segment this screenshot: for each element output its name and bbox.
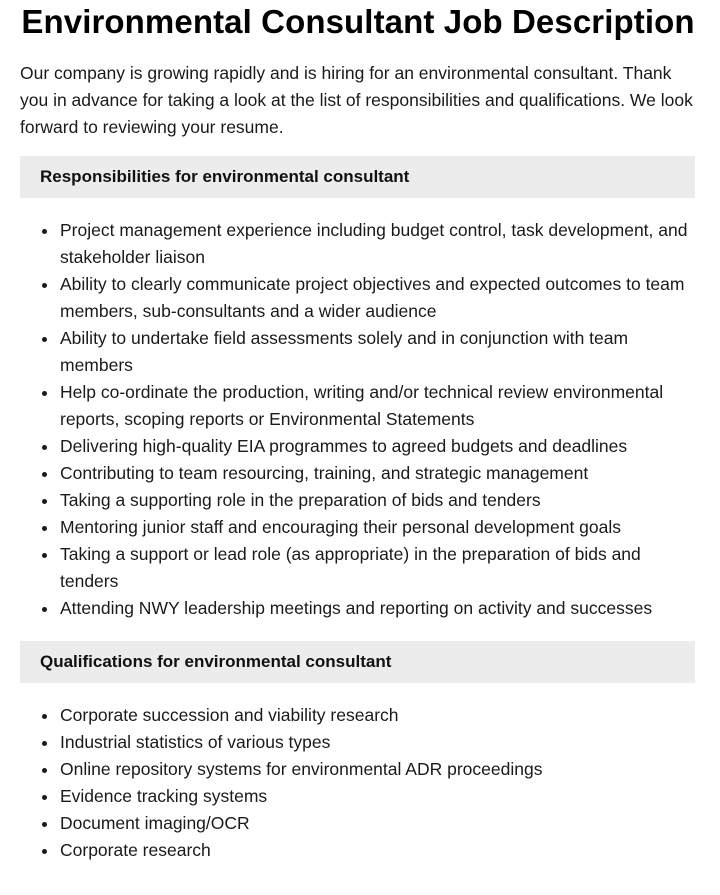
qualifications-list xyxy=(20,702,700,864)
responsibilities-heading: Responsibilities for environmental consultant xyxy=(20,156,695,198)
list-item-text: Corporate research xyxy=(60,840,211,860)
bullet-icon xyxy=(42,741,47,746)
list-item-text: Taking a supporting role in the preparation of bids and tenders xyxy=(60,490,541,510)
intro-paragraph: Our company is growing rapidly and is hiring for an environmental consultant. Thank you in advance for taking a look at the list of responsibilities and qualifications. We look forward to reviewing your resume. xyxy=(20,63,693,137)
list-item xyxy=(20,460,700,487)
list-item-text: Project management experience including budget control, task development, and stakeholder liaison xyxy=(60,220,688,267)
bullet-icon xyxy=(42,391,47,396)
list-item-text: Industrial statistics of various types xyxy=(60,732,331,752)
list-item-text: Online repository systems for environmental ADR proceedings xyxy=(60,759,543,779)
list-item xyxy=(20,514,700,541)
list-item-text: Taking a support or lead role (as appropriate) in the preparation of bids and tenders xyxy=(60,544,641,591)
list-item xyxy=(20,379,700,433)
list-item xyxy=(20,756,700,783)
list-item xyxy=(20,729,700,756)
list-item xyxy=(20,595,700,622)
list-item-text: Delivering high-quality EIA programmes to agreed budgets and deadlines xyxy=(60,436,628,456)
list-item-text: Ability to undertake field assessments solely and in conjunction with team members xyxy=(60,328,629,375)
list-item xyxy=(20,783,700,810)
qualifications-heading: Qualifications for environmental consultant xyxy=(20,641,695,683)
bullet-icon xyxy=(42,607,47,612)
list-item-text: Contributing to team resourcing, training, and strategic management xyxy=(60,463,589,483)
bullet-icon xyxy=(42,526,47,531)
list-item-text: Ability to clearly communicate project objectives and expected outcomes to team members, sub-consultants and a wider audience xyxy=(60,274,685,321)
list-item-text: Corporate succession and viability research xyxy=(60,705,399,725)
list-item-text: Evidence tracking systems xyxy=(60,786,268,806)
bullet-icon xyxy=(42,229,47,234)
page-title: Environmental Consultant Job Description xyxy=(21,3,695,40)
bullet-icon xyxy=(42,445,47,450)
bullet-icon xyxy=(42,337,47,342)
list-item xyxy=(20,433,700,460)
bullet-icon xyxy=(42,795,47,800)
bullet-icon xyxy=(42,553,47,558)
list-item xyxy=(20,217,700,271)
list-item xyxy=(20,487,700,514)
list-item-text: Attending NWY leadership meetings and reporting on activity and successes xyxy=(60,598,653,618)
list-item xyxy=(20,271,700,325)
bullet-icon xyxy=(42,283,47,288)
list-item xyxy=(20,837,700,864)
bullet-icon xyxy=(42,472,47,477)
list-item-text: Help co-ordinate the production, writing and/or technical review environmental reports, scoping reports or Environmental Statements xyxy=(60,382,664,429)
bullet-icon xyxy=(42,822,47,827)
bullet-icon xyxy=(42,714,47,719)
responsibilities-list xyxy=(20,217,700,622)
list-item xyxy=(20,810,700,837)
bullet-icon xyxy=(42,849,47,854)
list-item xyxy=(20,325,700,379)
list-item-text: Mentoring junior staff and encouraging their personal development goals xyxy=(60,517,622,537)
list-item xyxy=(20,541,700,595)
bullet-icon xyxy=(42,768,47,773)
bullet-icon xyxy=(42,499,47,504)
list-item xyxy=(20,702,700,729)
list-item-text: Document imaging/OCR xyxy=(60,813,250,833)
